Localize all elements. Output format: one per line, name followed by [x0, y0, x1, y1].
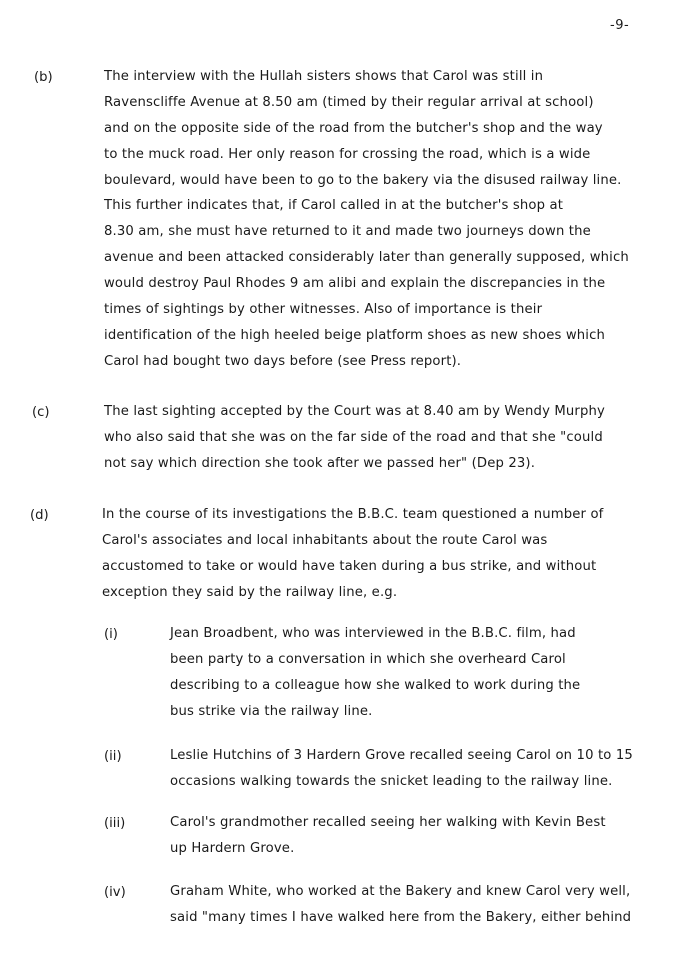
- section-d-paragraph: [102, 502, 603, 606]
- text-line: would destroy Paul Rhodes 9 am alibi and explain the discrepancies in the: [104, 276, 606, 292]
- text-line: up Hardern Grove.: [170, 840, 295, 856]
- text-line: to the muck road. Her only reason for crossing the road, which is a wide: [104, 146, 591, 162]
- text-line: identification of the high heeled beige platform shoes as new shoes which: [104, 327, 605, 343]
- text-line: times of sightings by other witnesses. Also of importance is their: [104, 302, 543, 318]
- text-line: Graham White, who worked at the Bakery and knew Carol very well,: [170, 884, 631, 899]
- section-b-paragraph: [104, 64, 629, 375]
- text-line: been party to a conversation in which she overheard Carol: [170, 651, 566, 667]
- text-line: Carol had bought two days before (see Press report).: [104, 353, 462, 369]
- page-number: -9-: [610, 18, 630, 33]
- section-c-paragraph: [104, 399, 605, 477]
- text-line: not say which direction she took after we passed her" (Dep 23).: [104, 455, 536, 471]
- text-line: and on the opposite side of the road from the butcher's shop and the way: [104, 120, 603, 136]
- subsection-i-paragraph: [170, 621, 580, 725]
- text-line: Leslie Hutchins of 3 Hardern Grove recalled seeing Carol on 10 to 15: [170, 748, 633, 763]
- subsection-ii-paragraph: [170, 743, 633, 795]
- text-line: said "many times I have walked here from the Bakery, either behind: [170, 909, 632, 925]
- text-line: This further indicates that, if Carol called in at the butcher's shop at: [104, 198, 564, 214]
- text-line: occasions walking towards the snicket leading to the railway line.: [170, 773, 613, 789]
- text-line: Carol's grandmother recalled seeing her walking with Kevin Best: [170, 815, 606, 830]
- text-line: who also said that she was on the far side of the road and that she "could: [104, 429, 603, 445]
- subsection-iv-paragraph: [170, 879, 631, 931]
- text-line: Jean Broadbent, who was interviewed in the B.B.C. film, had: [170, 626, 576, 641]
- text-line: Carol's associates and local inhabitants about the route Carol was: [102, 532, 548, 548]
- section-label-d: (d): [30, 508, 49, 523]
- section-label-c: (c): [32, 405, 50, 420]
- subsection-iii-paragraph: [170, 810, 606, 862]
- text-line: The last sighting accepted by the Court was at 8.40 am by Wendy Murphy: [104, 404, 605, 419]
- text-line: exception they said by the railway line, e.g.: [102, 584, 398, 600]
- subsection-label-ii: (ii): [104, 749, 122, 764]
- subsection-label-iv: (iv): [104, 885, 126, 900]
- text-line: In the course of its investigations the B.B.C. team questioned a number of: [102, 507, 604, 522]
- section-label-b: (b): [34, 70, 53, 85]
- text-line: The interview with the Hullah sisters shows that Carol was still in: [104, 69, 544, 84]
- text-line: 8.30 am, she must have returned to it and made two journeys down the: [104, 224, 591, 240]
- text-line: bus strike via the railway line.: [170, 703, 373, 719]
- text-line: avenue and been attacked considerably later than generally supposed, which: [104, 250, 629, 266]
- text-line: Ravenscliffe Avenue at 8.50 am (timed by their regular arrival at school): [104, 94, 594, 110]
- text-line: accustomed to take or would have taken during a bus strike, and without: [102, 558, 597, 574]
- subsection-label-iii: (iii): [104, 816, 126, 831]
- subsection-label-i: (i): [104, 627, 118, 642]
- text-line: describing to a colleague how she walked to work during the: [170, 677, 581, 693]
- text-line: boulevard, would have been to go to the bakery via the disused railway line.: [104, 172, 622, 188]
